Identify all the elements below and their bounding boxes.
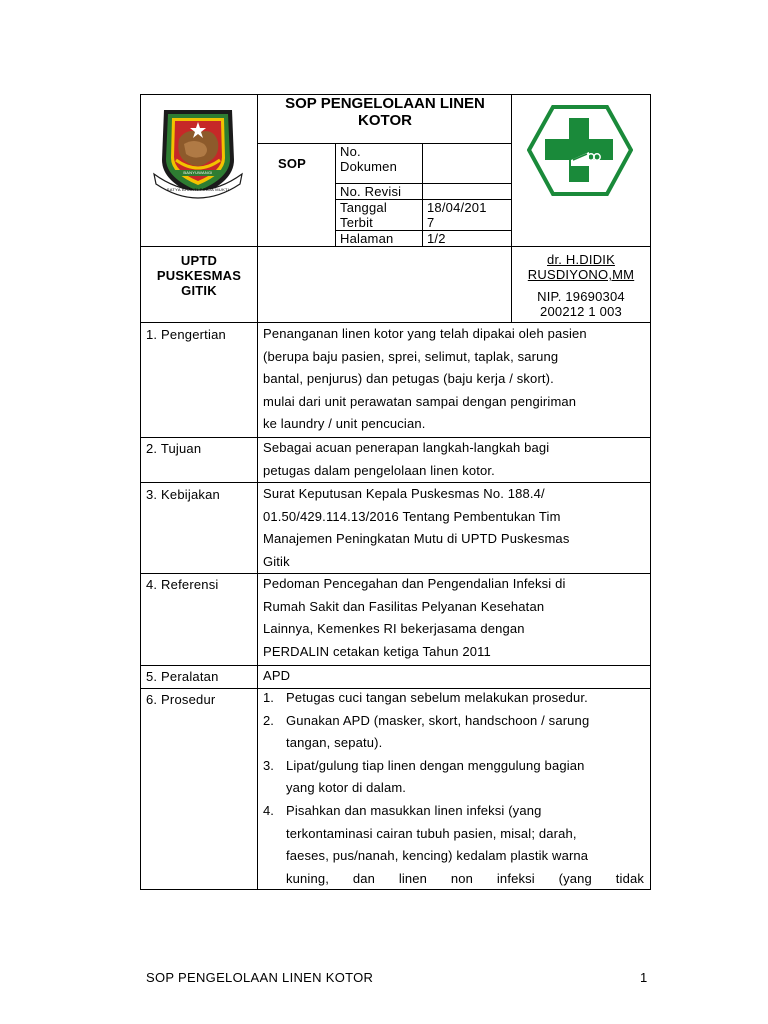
- rule-col3: [422, 143, 423, 247]
- rule-right: [650, 94, 651, 890]
- referensi-line: Lainnya, Kemenkes RI bekerjasama dengan: [263, 621, 525, 637]
- section-label-peralatan: 5. Peralatan: [146, 669, 219, 684]
- footer-page-number: 1: [640, 970, 648, 985]
- section-label-prosedur: 6. Prosedur: [146, 692, 216, 707]
- kebijakan-line: Gitik: [263, 553, 290, 569]
- prosedur-item-line: Pisahkan dan masukkan linen infeksi (yang: [286, 802, 542, 818]
- prosedur-item-line: Gunakan APD (masker, skort, handschoon / sarung: [286, 712, 590, 728]
- rule-col2: [335, 143, 336, 247]
- no-dokumen-label: [340, 144, 406, 174]
- rule-left: [140, 94, 141, 890]
- prosedur-item-number: 2.: [263, 712, 274, 728]
- prosedur-item: [263, 687, 644, 710]
- halaman-value: 1/2: [427, 231, 446, 246]
- org-line1: UPTD: [180, 253, 218, 268]
- prosedur-list: [263, 687, 644, 890]
- puskesmas-logo: [527, 104, 633, 197]
- no-dokumen-label-text: No. Dokumen: [340, 144, 398, 174]
- prosedur-item-number: 3.: [263, 757, 274, 773]
- prosedur-item-number: 4.: [263, 802, 274, 818]
- prosedur-item-line: kuning, dan linen non infeksi (yang tidak: [286, 870, 644, 886]
- pengertian-line: bantal, penjurus) dan petugas (baju kerja / skort).: [263, 371, 554, 387]
- tanggal-label-line2: Terbit: [340, 215, 373, 230]
- section-label-kebijakan: 3. Kebijakan: [146, 487, 220, 502]
- tujuan-body: [263, 437, 644, 482]
- prosedur-item: [263, 755, 644, 800]
- org-line3: GITIK: [181, 283, 217, 298]
- signer-name-line1: dr. H.DIDIK: [547, 252, 615, 267]
- seal-ribbon-bottom-text: SATYA BHAKTI PRAJA MUKTI: [166, 187, 230, 192]
- footer-title: SOP PENGELOLAAN LINEN KOTOR: [146, 970, 374, 985]
- kebijakan-line: Manajemen Peningkatan Mutu di UPTD Puskesmas: [263, 531, 570, 547]
- prosedur-item-line: Lipat/gulung tiap linen dengan menggulung bagian: [286, 757, 585, 773]
- kebijakan-line: 01.50/429.114.13/2016 Tentang Pembentukan Tim: [263, 508, 561, 524]
- halaman-label: Halaman: [340, 231, 394, 246]
- prosedur-item: [263, 710, 644, 755]
- org-line2: PUSKESMAS: [156, 268, 242, 283]
- prosedur-item-line: tangan, sepatu).: [286, 735, 383, 751]
- referensi-line: Rumah Sakit dan Fasilitas Pelyanan Kesehatan: [263, 598, 545, 614]
- pengertian-line: ke laundry / unit pencucian.: [263, 416, 426, 432]
- referensi-body: [263, 573, 644, 663]
- prosedur-item: [263, 800, 644, 890]
- referensi-line: PERDALIN cetakan ketiga Tahun 2011: [263, 643, 491, 659]
- kebijakan-line: Surat Keputusan Kepala Puskesmas No. 188.4/: [263, 486, 545, 501]
- pengertian-line: (berupa baju pasien, sprei, selimut, taplak, sarung: [263, 348, 559, 364]
- regency-seal-logo: [150, 104, 246, 208]
- prosedur-item-number: 1.: [263, 690, 274, 705]
- pengertian-line: Penanganan linen kotor yang telah dipakai oleh pasien: [263, 326, 587, 341]
- tujuan-line: Sebagai acuan penerapan langkah-langkah bagi: [263, 440, 550, 455]
- rule-header-bottom: [140, 246, 651, 247]
- section-label-referensi: 4. Referensi: [146, 577, 219, 592]
- pengertian-line: mulai dari unit perawatan sampai dengan pengiriman: [263, 393, 577, 409]
- sop-label: SOP: [278, 156, 307, 171]
- peralatan-line: APD: [263, 668, 291, 683]
- tanggal-label-line1: Tanggal: [340, 200, 387, 215]
- referensi-line: Pedoman Pencegahan dan Pengendalian Infeksi di: [263, 576, 566, 591]
- signer-name-line2: RUSDIYONO,MM: [527, 267, 635, 282]
- prosedur-item-line: yang kotor di dalam.: [286, 780, 407, 796]
- nip-line2: 200212 1 003: [540, 304, 622, 319]
- section-label-pengertian: 1. Pengertian: [146, 327, 226, 342]
- prosedur-item-line: faeses, pus/nanah, kencing) kedalam plastik warna: [286, 848, 589, 864]
- kebijakan-body: [263, 483, 644, 573]
- tujuan-line: petugas dalam pengelolaan linen kotor.: [263, 462, 495, 478]
- prosedur-item-line: Petugas cuci tangan sebelum melakukan prosedur.: [286, 690, 588, 705]
- pengertian-body: [263, 323, 644, 436]
- no-revisi-label: No. Revisi: [340, 184, 402, 199]
- tanggal-value-line1: 18/04/201: [427, 200, 487, 215]
- nip-line1: NIP. 19690304: [537, 289, 625, 304]
- peralatan-body: [263, 665, 644, 687]
- prosedur-item-line: terkontaminasi cairan tubuh pasien, misal; darah,: [286, 825, 577, 841]
- section-label-tujuan: 2. Tujuan: [146, 441, 202, 456]
- seal-ribbon-top-text: BANYUWANGI: [183, 170, 213, 175]
- rule-col1: [257, 94, 258, 890]
- tanggal-value-line2: 7: [427, 215, 435, 230]
- document-title: SOP PENGELOLAAN LINEN KOTOR: [285, 95, 485, 129]
